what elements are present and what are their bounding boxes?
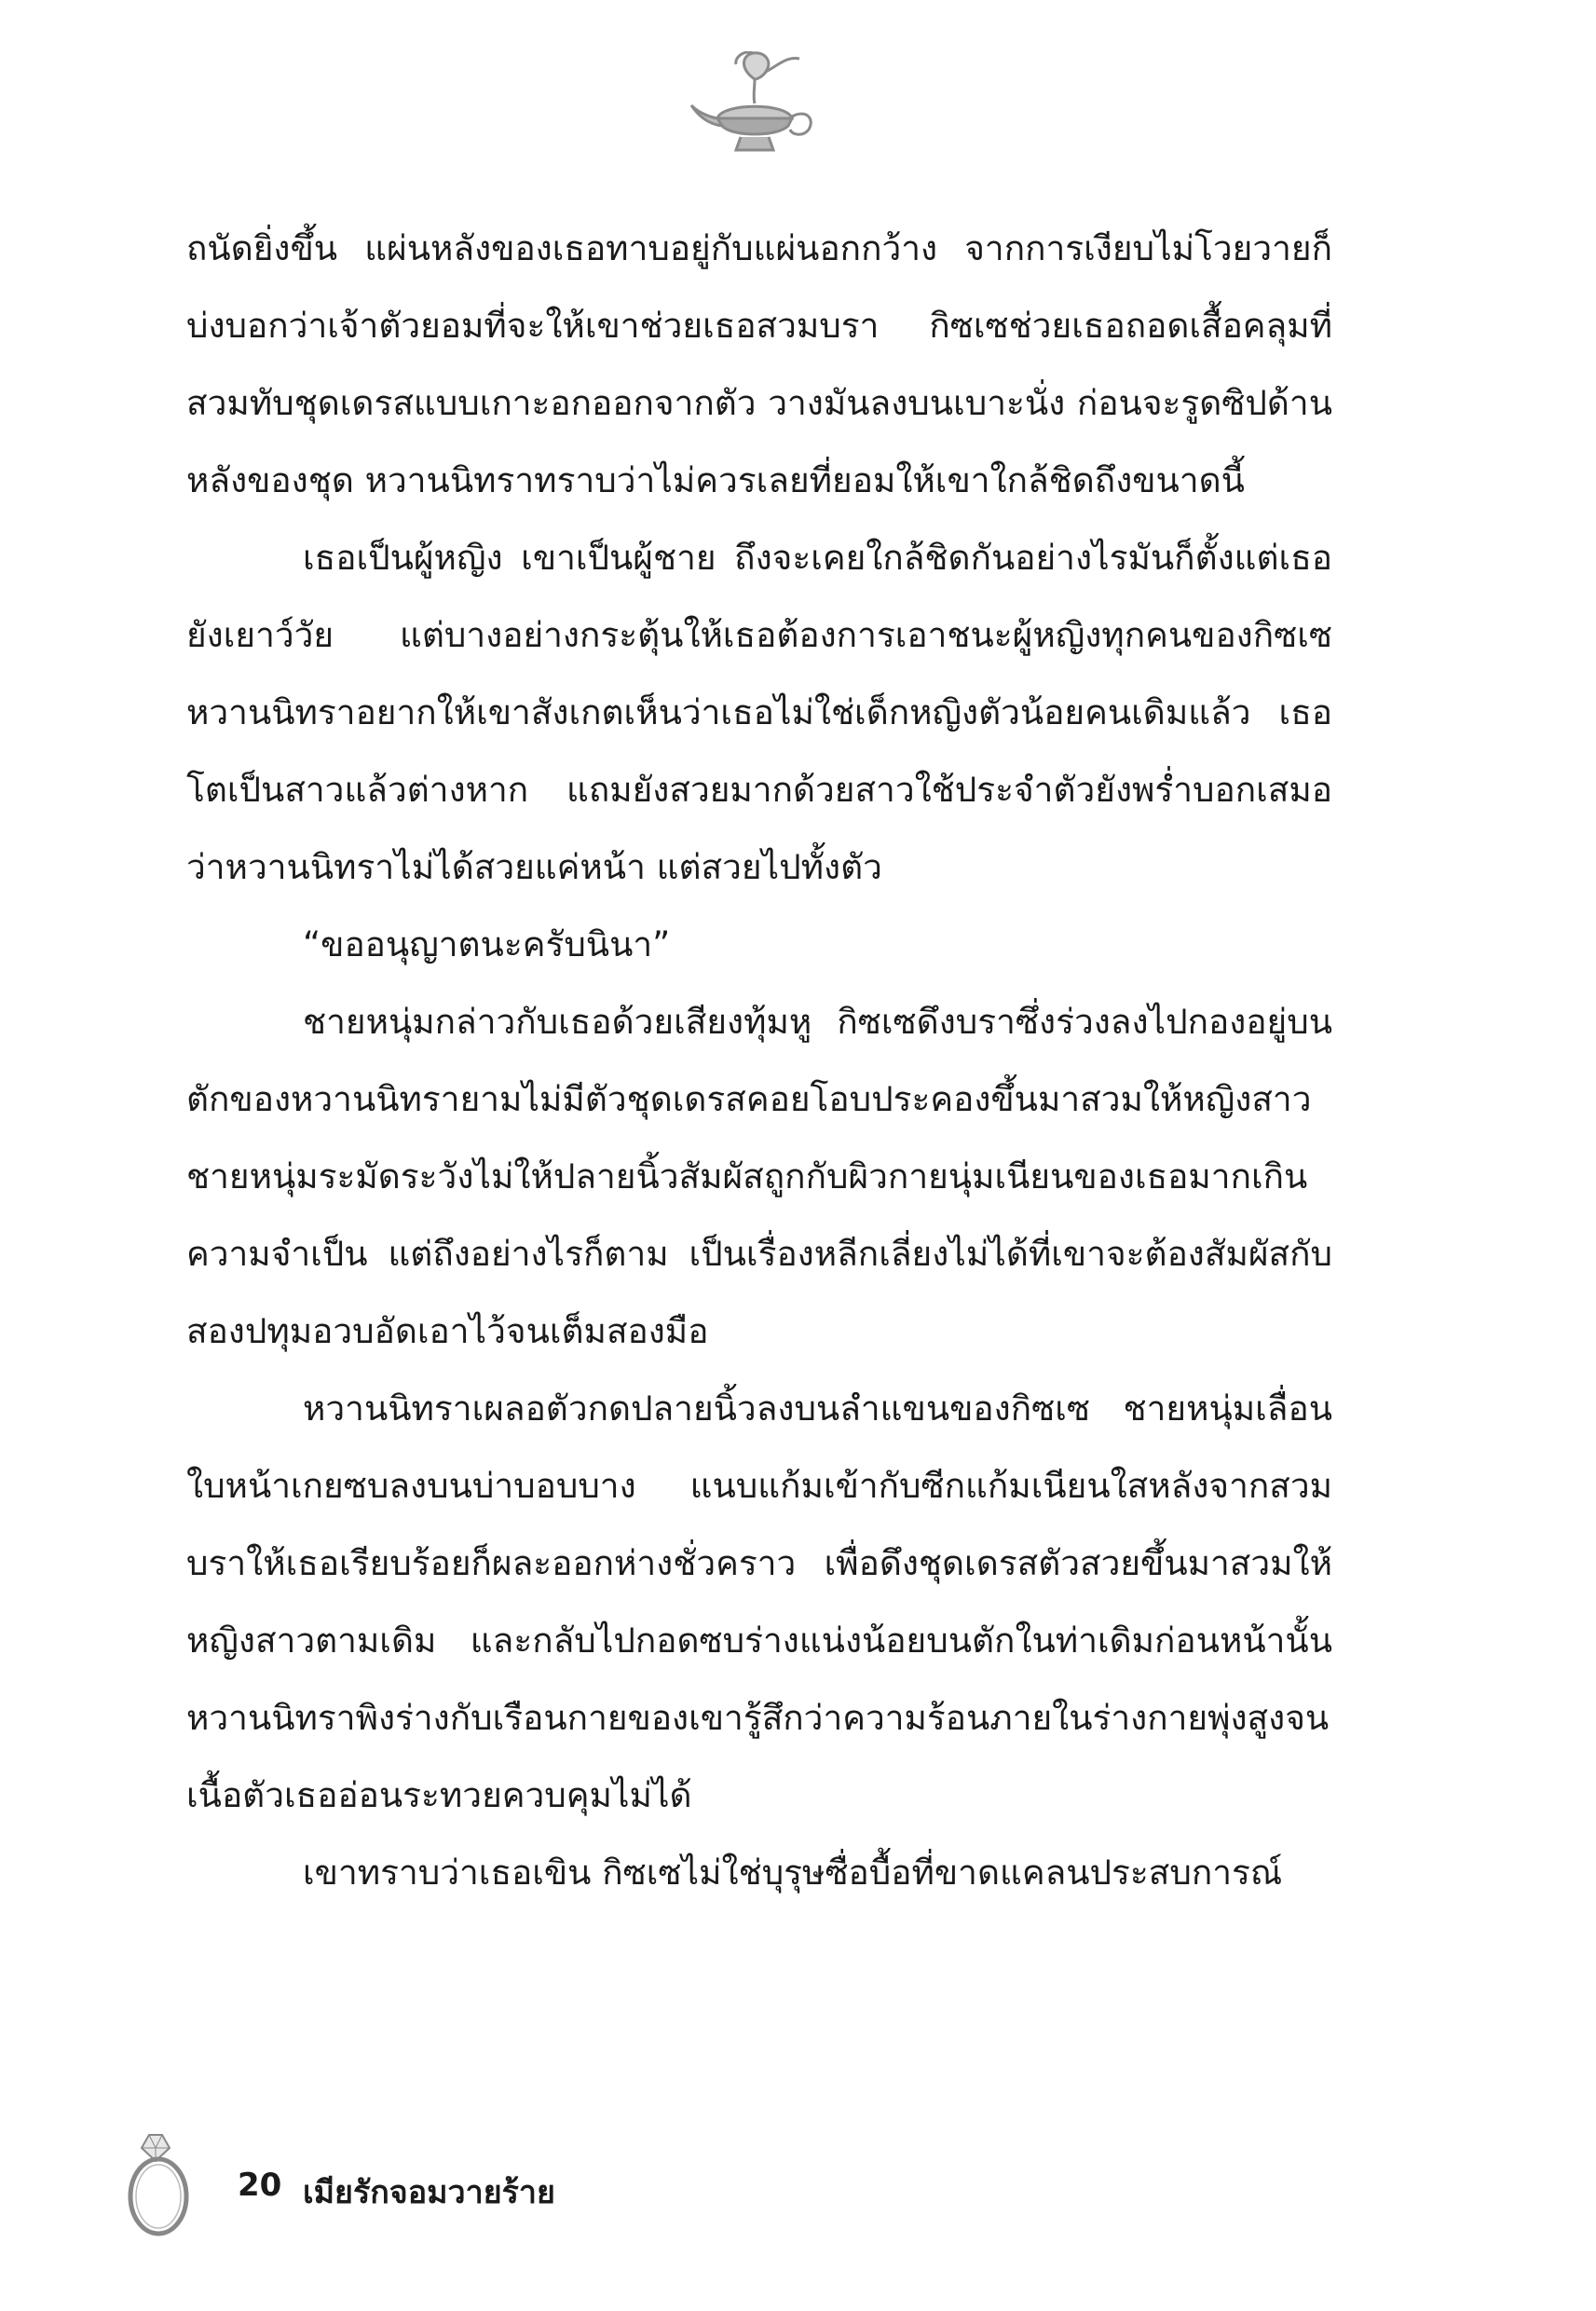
- paragraph-1: [186, 210, 1332, 519]
- paragraph-2: [186, 519, 1332, 906]
- paragraph-4: [186, 983, 1332, 1370]
- paragraph-5: [186, 1370, 1332, 1834]
- page-body: [186, 210, 1332, 1911]
- paragraph-text: เขาทราบว่าเธอเขิน กิซเซไม่ใช่บุรุษซื่อบื้อที่ขาดแคลนประสบการณ์: [303, 1853, 1283, 1893]
- genie-lamp-icon: [689, 51, 820, 163]
- paragraph-text: ถนัดยิ่งขึ้น แผ่นหลังของเธอทาบอยู่กับแผ่นอกกว้าง จากการเงียบไม่โวยวายก็บ่งบอกว่าเจ้าตัวยอมที่จะให้เขาช่วยเธอสวมบรา กิซเซช่วยเธอถอดเสื้อคลุมที่สวมทับชุดเดรสแบบเกาะอกออกจากตัว วางมันลงบนเบาะนั่ง ก่อนจะรูดซิปด้านหลังของชุด หวานนิทราทราบว่าไม่ควรเลยที่ยอมให้เขาใกล้ชิดถึงขนาดนี้: [186, 228, 1332, 500]
- page-number: 20: [238, 2167, 282, 2204]
- book-title: เมียรักจอมวายร้าย: [303, 2174, 555, 2211]
- diamond-ring-icon: [121, 2129, 196, 2241]
- paragraph-3-dialogue: [186, 906, 1332, 983]
- paragraph-text: ชายหนุ่มกล่าวกับเธอด้วยเสียงทุ้มหู กิซเซดึงบราซึ่งร่วงลงไปกองอยู่บนตักของหวานนิทรายามไม่มีตัวชุดเดรสคอยโอบประคองขึ้นมาสวมให้หญิงสาว ชายหนุ่มระมัดระวังไม่ให้ปลายนิ้วสัมผัสถูกกับผิวกายนุ่มเนียนของเธอมากเกินความจำเป็น แต่ถึงอย่างไรก็ตาม เป็นเรื่องหลีกเลี่ยงไม่ได้ที่เขาจะต้องสัมผัสกับสองปทุมอวบอัดเอาไว้จนเต็มสองมือ: [186, 1002, 1332, 1351]
- paragraph-6: [186, 1834, 1332, 1911]
- paragraph-text: “ขออนุญาตนะครับนินา”: [303, 924, 671, 964]
- paragraph-text: เธอเป็นผู้หญิง เขาเป็นผู้ชาย ถึงจะเคยใกล้ชิดกันอย่างไรมันก็ตั้งแต่เธอยังเยาว์วัย แต่บางอย่างกระตุ้นให้เธอต้องการเอาชนะผู้หญิงทุกคนของกิซเซ หวานนิทราอยากให้เขาสังเกตเห็นว่าเธอไม่ใช่เด็กหญิงตัวน้อยคนเดิมแล้ว เธอโตเป็นสาวแล้วต่างหาก แถมยังสวยมากด้วยสาวใช้ประจำตัวยังพร่ำบอกเสมอว่าหวานนิทราไม่ได้สวยแค่หน้า แต่สวยไปทั้งตัว: [186, 538, 1332, 887]
- paragraph-text: หวานนิทราเผลอตัวกดปลายนิ้วลงบนลำแขนของกิซเซ ชายหนุ่มเลื่อนใบหน้าเกยซบลงบนบ่าบอบบาง แนบแก้มเข้ากับซีกแก้มเนียนใสหลังจากสวมบราให้เธอเรียบร้อยก็ผละออกห่างชั่วคราว เพื่อดึงชุดเดรสตัวสวยขึ้นมาสวมให้หญิงสาวตามเดิม และกลับไปกอดซบร่างแน่งน้อยบนตักในท่าเดิมก่อนหน้านั้น หวานนิทราพิงร่างกับเรือนกายของเขารู้สึกว่าความร้อนภายในร่างกายพุ่งสูงจนเนื้อตัวเธออ่อนระทวยควบคุมไม่ได้: [186, 1388, 1332, 1815]
- page-footer: [121, 2129, 773, 2241]
